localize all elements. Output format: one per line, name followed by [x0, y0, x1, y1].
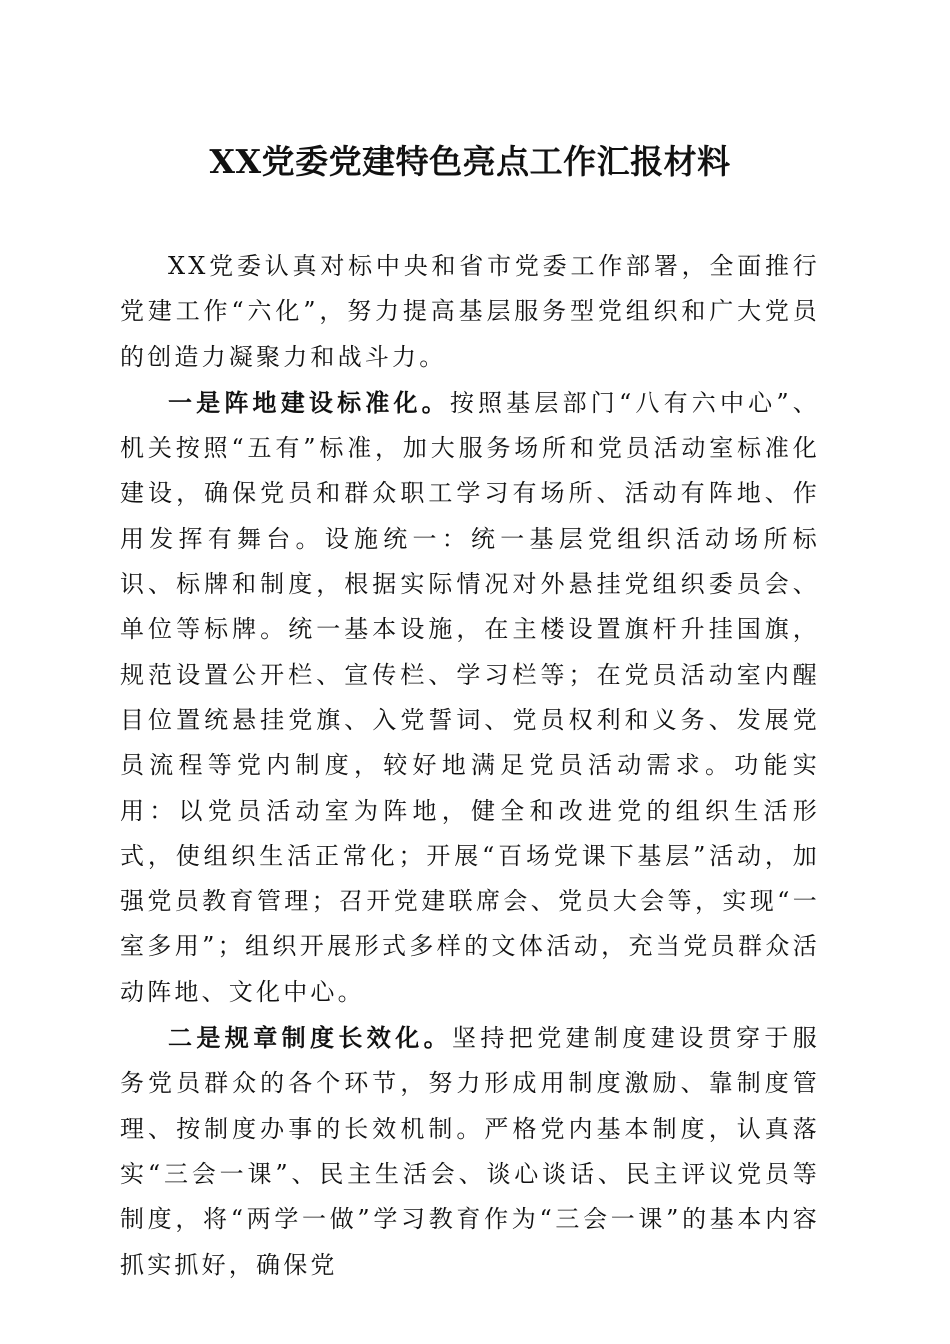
paragraph-text: XX党委认真对标中央和省市党委工作部署，全面推行党建工作“六化”，努力提高基层服务型党组织和广大党员的创造力凝聚力和战斗力。	[120, 252, 820, 371]
document-title: XX党委党建特色亮点工作汇报材料	[209, 142, 731, 181]
paragraph-lead: 二是规章制度长效化。	[168, 1023, 452, 1053]
paragraph-text: 坚持把党建制度建设贯穿于服务党员群众的各个环节，努力形成用制度激励、靠制度管理、按制度办事的长效机制。严格党内基本制度，认真落实“三会一课”、民主生活会、谈心谈话、民主评议党员等制度，将“两学一做”学习教育作为“三会一课”的基本内容抓实抓好，确保党	[120, 1024, 820, 1279]
paragraph-section-2	[120, 1015, 820, 1288]
paragraph-lead: 一是阵地建设标准化。	[168, 387, 450, 417]
paragraph-text: 按照基层部门“八有六中心”、机关按照“五有”标准，加大服务场所和党员活动室标准化建设，确保党员和群众职工学习有场所、活动有阵地、作用发挥有舞台。设施统一：统一基层党组织活动场所标识、标牌和制度，根据实际情况对外悬挂党组织委员会、单位等标牌。统一基本设施，在主楼设置旗杆升挂国旗，规范设置公开栏、宣传栏、学习栏等；在党员活动室内醒目位置统悬挂党旗、入党誓词、党员权利和义务、发展党员流程等党内制度，较好地满足党员活动需求。功能实用：以党员活动室为阵地，健全和改进党的组织生活形式，使组织生活正常化；开展“百场党课下基层”活动，加强党员教育管理；召开党建联席会、党员大会等，实现“一室多用”；组织开展形式多样的文体活动，充当党员群众活动阵地、文化中心。	[120, 388, 821, 1006]
paragraph-intro	[120, 244, 820, 380]
paragraph-section-1	[120, 380, 820, 1015]
